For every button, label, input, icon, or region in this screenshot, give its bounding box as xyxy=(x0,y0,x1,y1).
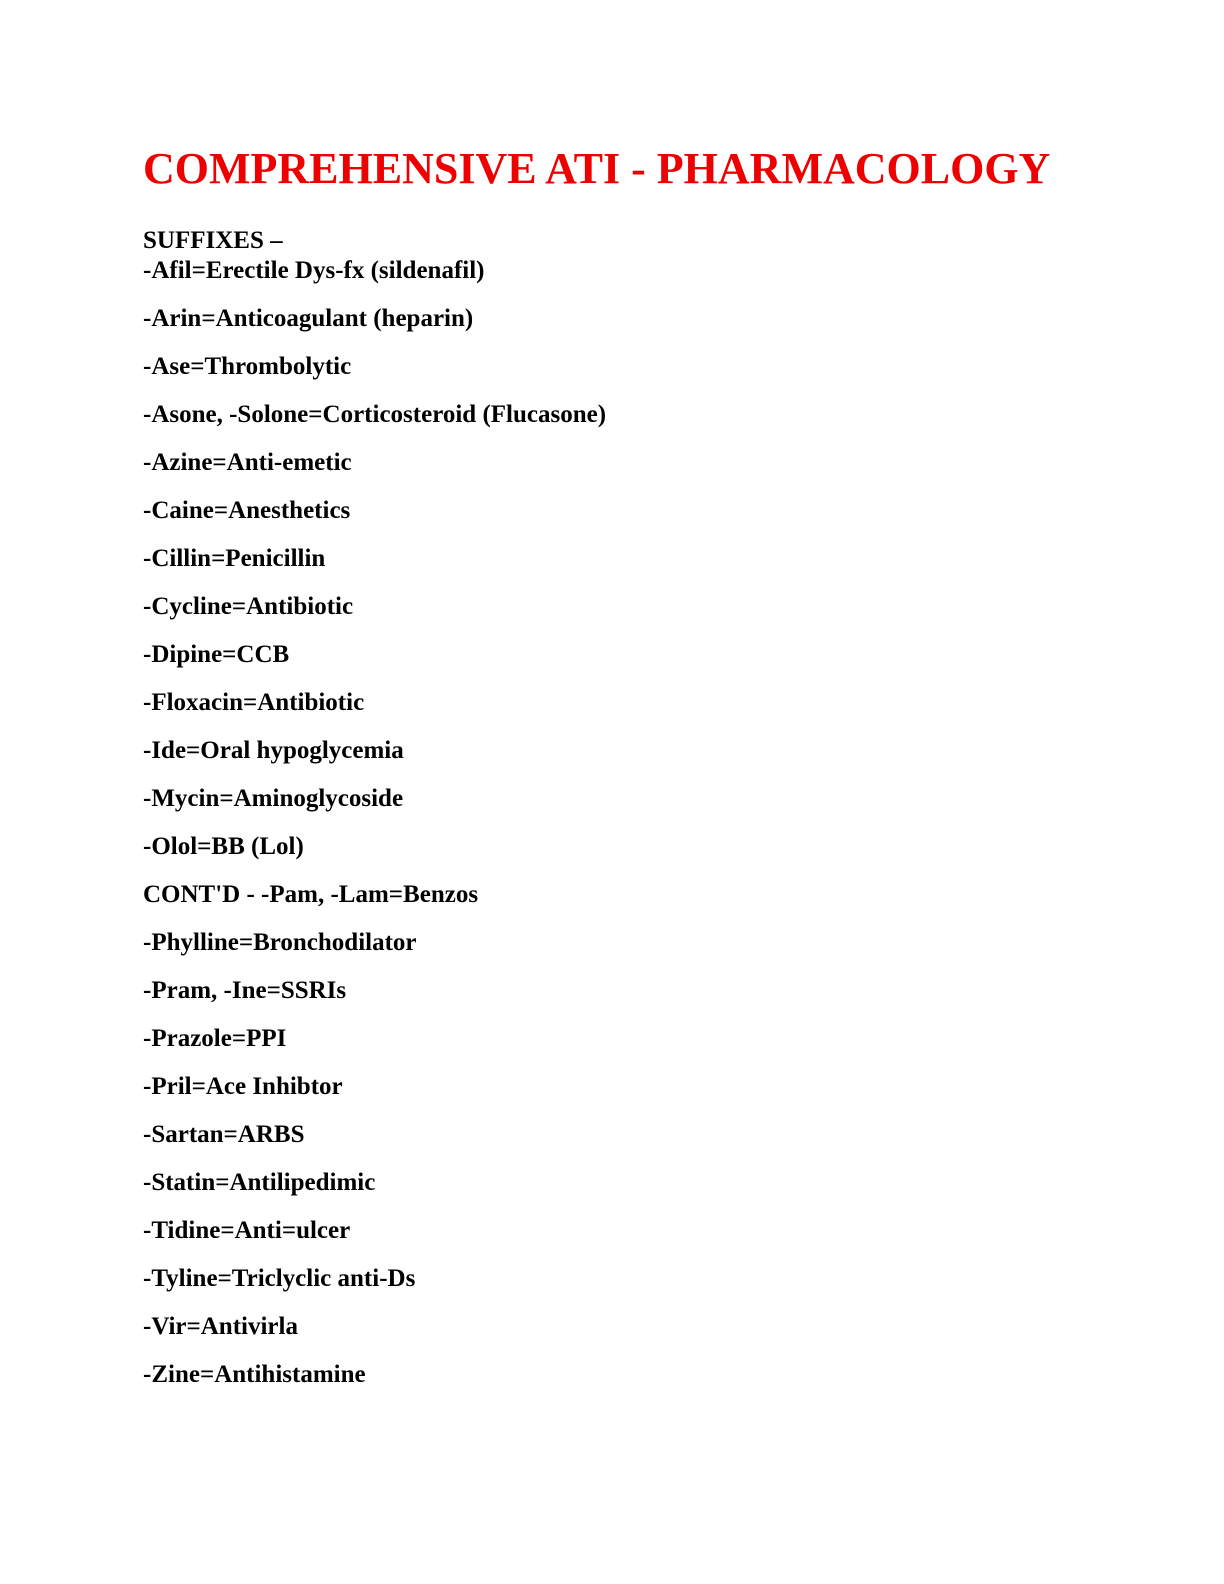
list-item: -Cycline=Antibiotic xyxy=(143,593,354,620)
list-item: -Tyline=Triclyclic anti-Ds xyxy=(143,1265,416,1292)
list-item: -Azine=Anti-emetic xyxy=(143,449,352,476)
list-item: -Tidine=Anti=ulcer xyxy=(143,1217,351,1244)
suffix-list xyxy=(143,256,606,1408)
list-item: -Caine=Anesthetics xyxy=(143,497,351,524)
list-item: -Pram, -Ine=SSRIs xyxy=(143,977,347,1004)
list-item: -Olol=BB (Lol) xyxy=(143,833,304,860)
list-item: -Statin=Antilipedimic xyxy=(143,1169,376,1196)
list-item: -Pril=Ace Inhibtor xyxy=(143,1073,343,1100)
document-title: COMPREHENSIVE ATI - PHARMACOLOGY xyxy=(143,144,1051,193)
list-item: -Prazole=PPI xyxy=(143,1025,287,1052)
list-item: -Zine=Antihistamine xyxy=(143,1361,366,1388)
list-item: CONT'D - -Pam, -Lam=Benzos xyxy=(143,881,479,908)
list-item: -Ide=Oral hypoglycemia xyxy=(143,737,404,764)
list-item: -Mycin=Aminoglycoside xyxy=(143,785,404,812)
list-item: -Phylline=Bronchodilator xyxy=(143,929,417,956)
list-item: -Floxacin=Antibiotic xyxy=(143,689,365,716)
list-item: -Asone, -Solone=Corticosteroid (Flucasone) xyxy=(143,401,607,428)
list-item: -Sartan=ARBS xyxy=(143,1121,305,1148)
list-item: -Vir=Antivirla xyxy=(143,1313,298,1340)
list-item: -Cillin=Penicillin xyxy=(143,545,326,572)
section-label: SUFFIXES – xyxy=(143,227,283,254)
list-item: -Afil=Erectile Dys-fx (sildenafil) xyxy=(143,257,485,284)
list-item: -Dipine=CCB xyxy=(143,641,290,668)
list-item: -Ase=Thrombolytic xyxy=(143,353,352,380)
list-item: -Arin=Anticoagulant (heparin) xyxy=(143,305,474,332)
